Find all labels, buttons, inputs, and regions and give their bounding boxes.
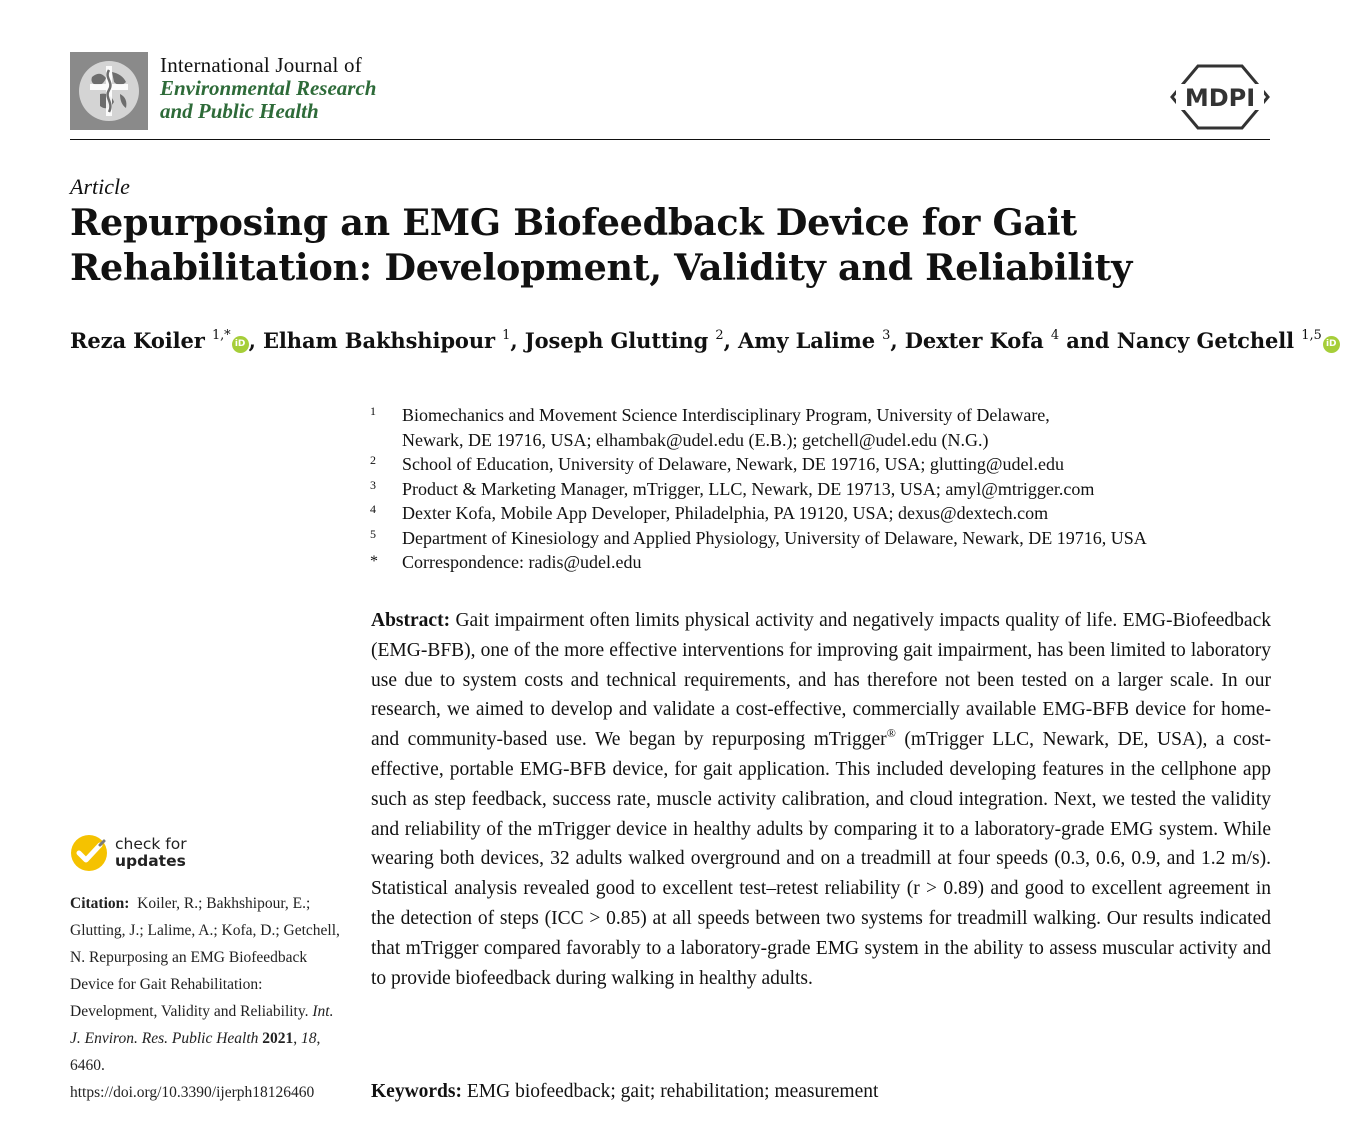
author-affiliation-sup: 4 bbox=[1050, 328, 1060, 343]
journal-name-line2: Environmental Research bbox=[160, 76, 377, 100]
journal-name bbox=[160, 54, 376, 123]
orcid-icon[interactable]: iD bbox=[232, 336, 249, 353]
affiliation-5 bbox=[370, 526, 1270, 551]
affiliation-mark: 3 bbox=[370, 477, 376, 492]
author-separator: , bbox=[248, 328, 263, 353]
check-updates-line1: check for bbox=[115, 835, 187, 853]
keywords bbox=[371, 1081, 878, 1103]
affiliation-3 bbox=[370, 477, 1270, 502]
affiliation-mark: 5 bbox=[370, 526, 376, 541]
affiliation-text-cont: Newark, DE 19716, USA; elhambak@udel.edu (E.B.); getchell@udel.edu (N.G.) bbox=[402, 429, 989, 450]
citation-text: Koiler, R.; Bakhshipour, E.; Glutting, J.; Lalime, A.; Kofa, D.; Getchell, N. Repurposing an EMG Biofeedback Device for Gait Rehabilitation: Development, Validity and Reliability. bbox=[70, 895, 340, 1020]
affiliation-text: Biomechanics and Movement Science Interdisciplinary Program, University of Delaware, bbox=[402, 405, 1050, 425]
citation-year: 2021 bbox=[262, 1030, 294, 1047]
check-updates-icon bbox=[70, 834, 108, 872]
author-affiliation-sup: 1,5 bbox=[1301, 328, 1322, 343]
author-separator: , bbox=[510, 328, 525, 353]
orcid-icon[interactable]: iD bbox=[1323, 336, 1340, 353]
citation-volume: 18 bbox=[301, 1030, 317, 1047]
journal-name-line3: and Public Health bbox=[160, 99, 319, 123]
affiliation-text: Dexter Kofa, Mobile App Developer, Philadelphia, PA 19120, USA; dexus@dextech.com bbox=[402, 503, 1049, 523]
citation-label: Citation: bbox=[70, 895, 130, 912]
author-separator: and bbox=[1059, 328, 1117, 353]
author-affiliation-sup: 3 bbox=[882, 328, 891, 343]
affiliation-2 bbox=[370, 452, 1270, 477]
journal-logo bbox=[70, 52, 148, 130]
affiliation-4 bbox=[370, 501, 1270, 526]
abstract-text-part2: (mTrigger LLC, Newark, DE, USA), a cost-effective, portable EMG-BFB device, for gait application. This included developing features in the cellphone app such as step feedback, success rate, muscle activity calibration, and cloud integration. Next, we tested the validity and reliability of the mTrigger device in healthy adults by comparing it to a laboratory-grade EMG system. While wearing both devices, 32 adults walked overground and on a treadmill at four speeds (0.3, 0.6, 0.9, and 1.2 m/s). Statistical analysis revealed good to excellent test–retest reliability (r > 0.89) and good to excellent agreement in the detection of steps (ICC > 0.85) at all speeds between two systems for treadmill walking. Our results indicated that mTrigger compared favorably to a laboratory-grade EMG system in the ability to assess muscular activity and to provide biofeedback during walking in healthy adults. bbox=[371, 729, 1271, 989]
author-affiliation-sup: 2 bbox=[715, 328, 724, 343]
author-separator: , bbox=[890, 328, 905, 353]
article-title: Repurposing an EMG Biofeedback Device for Gait Rehabilitation: Development, Validity and Reliability bbox=[70, 201, 1133, 289]
registered-mark: ® bbox=[886, 726, 896, 741]
correspondence bbox=[370, 550, 1270, 575]
correspondence-text: Correspondence: radis@udel.edu bbox=[402, 552, 642, 572]
author-name: Reza Koiler bbox=[70, 328, 212, 353]
affiliation-mark: 2 bbox=[370, 453, 376, 467]
article-type: Article bbox=[70, 174, 130, 199]
author-list bbox=[70, 328, 1340, 353]
affiliations bbox=[370, 403, 1270, 575]
author-name: Dexter Kofa bbox=[904, 328, 1051, 353]
citation: Citation: Koiler, R.; Bakhshipour, E.; Glutting, J.; Lalime, A.; Kofa, D.; Getchell, N. Repurposing an EMG Biofeedback Device for Gait Rehabilitation: Development, Validity and Reliability. Int. J. Environ. Res. Public Health 2021, 18, 6460. https://doi.org/10.3390/ijerph18126460 bbox=[70, 895, 340, 1101]
author-name: Nancy Getchell bbox=[1116, 328, 1302, 353]
correspondence-mark: * bbox=[370, 553, 378, 570]
header-rule bbox=[70, 139, 1270, 140]
affiliation-text: School of Education, University of Delaware, Newark, DE 19716, USA; glutting@udel.edu bbox=[402, 454, 1064, 474]
check-updates-text bbox=[115, 836, 187, 870]
check-for-updates-button[interactable] bbox=[70, 834, 187, 872]
author-affiliation-sup: 1 bbox=[502, 328, 511, 343]
keywords-text: EMG biofeedback; gait; rehabilitation; measurement bbox=[466, 1081, 879, 1102]
mdpi-logo bbox=[1170, 64, 1270, 130]
abstract-text-part1: Gait impairment often limits physical activity and negatively impacts quality of life. EMG-Biofeedback (EMG-BFB), one of the more effective interventions for improving gait impairment, has been limited to laboratory use due to system costs and technical requirements, and has therefore not been tested on a larger scale. In our research, we aimed to develop and validate a cost-effective, commercially available EMG-BFB device for home- and community-based use. We began by repurposing mTrigger bbox=[371, 610, 1271, 751]
author-affiliation-sup: 1,* bbox=[211, 328, 231, 343]
author-name: Joseph Glutting bbox=[524, 328, 716, 353]
author-name: Elham Bakhshipour bbox=[263, 328, 503, 353]
affiliation-1 bbox=[370, 403, 1270, 452]
mdpi-logo-text: MDPI bbox=[1184, 84, 1256, 112]
citation-journal: Int. J. Environ. Res. Public Health bbox=[70, 1003, 334, 1047]
affiliation-text: Product & Marketing Manager, mTrigger, LLC, Newark, DE 19713, USA; amyl@mtrigger.com bbox=[402, 478, 1095, 499]
journal-name-line1: International Journal of bbox=[160, 53, 362, 77]
author-separator: , bbox=[723, 328, 739, 353]
affiliation-mark: 1 bbox=[370, 404, 376, 418]
author-name: Amy Lalime bbox=[738, 328, 883, 353]
keywords-label: Keywords: bbox=[371, 1081, 462, 1102]
abstract bbox=[371, 606, 1271, 993]
affiliation-mark: 4 bbox=[370, 502, 376, 516]
citation-doi[interactable]: , 6460. https://doi.org/10.3390/ijerph18126460 bbox=[70, 1030, 321, 1101]
abstract-label: Abstract: bbox=[371, 610, 451, 631]
affiliation-text: Department of Kinesiology and Applied Physiology, University of Delaware, Newark, DE 19716, USA bbox=[402, 527, 1147, 548]
check-updates-line2: updates bbox=[115, 852, 186, 870]
